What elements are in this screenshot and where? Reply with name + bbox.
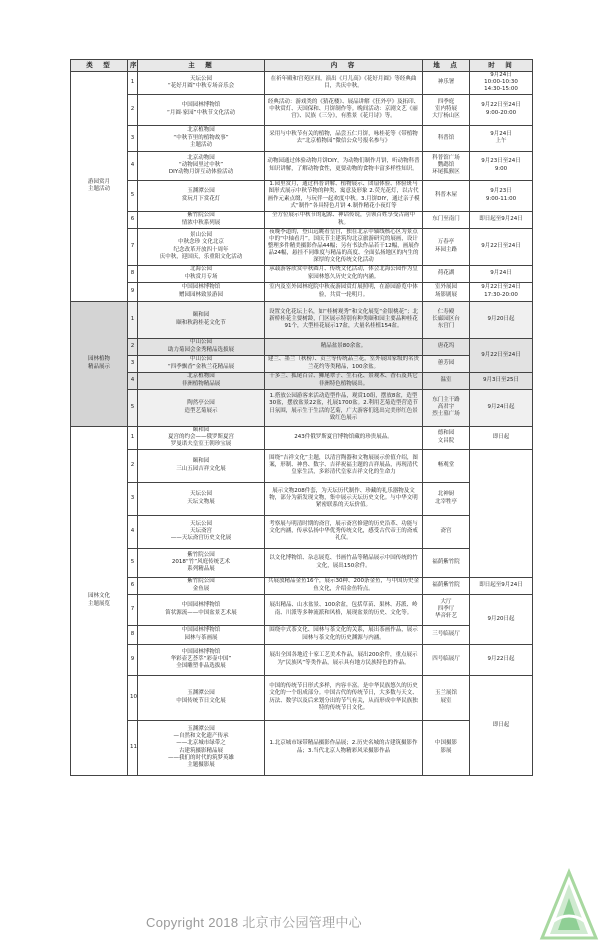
location-cell: 四号临展厅	[423, 644, 470, 675]
location-cell: 科普馆广场 鹦鹉馆 环尾狐猴区	[423, 151, 470, 180]
time-cell	[470, 449, 533, 577]
content-cell: 设置文化花坛上名，如“桂树观秀”和文化展览“金银桃花”；北新桥桂花主要树龄，门区展示特别有种类颐和园主要品种桂花91个，大型桂花展示17盆，大量名桂植154盆。	[265, 301, 423, 338]
time-cell: 9月22日至24日	[470, 228, 533, 265]
time-cell: 即日起至9月24日	[470, 577, 533, 594]
time-cell: 即日起至9月24日	[470, 211, 533, 228]
index-cell: 11	[128, 720, 138, 775]
index-cell: 5	[128, 180, 138, 211]
theme-cell: 紫竹院公园 情浓中秋系列展	[138, 211, 265, 228]
location-cell: 科普木屋	[423, 180, 470, 211]
table-row	[71, 675, 533, 720]
content-cell: 展出精品、山水盆景、100余盆，包括草苗、果林、苏派、岭南、川派等多种流派和风格，展现盆景的历史、文化等。	[265, 594, 423, 625]
header-theme: 主 题	[138, 60, 265, 72]
table-row	[71, 372, 533, 389]
content-cell: 考察展与明清时期的斋宫，展示斋宫修建的历史沿革、功能与文化内涵，传承弘扬中华优秀传统文化，感受古代帝王的斋戒礼仪。	[265, 515, 423, 548]
table-row	[71, 625, 533, 644]
table-row	[71, 265, 533, 282]
table-row	[71, 389, 533, 426]
theme-cell: 中国园林博物馆 华彩壶艺荟萃“彩壶中国” 全国雕塑非品选拔展	[138, 644, 265, 675]
time-cell: 9月22日至24日	[470, 338, 533, 372]
location-cell: 福荫紫竹院	[423, 577, 470, 594]
table-row	[71, 449, 533, 482]
time-cell: 9月22日至24日 17:30-20:00	[470, 282, 533, 301]
table-row	[71, 228, 533, 265]
theme-cell: 玉渊潭公园 —自然和文化遗产传承 ——北京城市绿带之 古建筑摄影精品展 ——我们的时代的筑梦英雄 主题摄影展	[138, 720, 265, 775]
time-cell: 9月22日至24日 9:00-20:00	[470, 94, 533, 125]
index-cell: 9	[128, 644, 138, 675]
content-cell: 承载游客欣赏中秋圆月、传统文化活动，体会北海公园作为皇家园林悠久历史文化的内涵。	[265, 265, 423, 282]
header-location: 地 点	[423, 60, 470, 72]
table-row	[71, 355, 533, 372]
theme-cell: 北京动物园 “动物园里过中秋” DIY动物月饼互动体验活动	[138, 151, 265, 180]
time-cell: 9月20日起	[470, 301, 533, 338]
content-cell: 以文化博物馆、杂志展览、书画竹品等精品展示中国传统的竹文化，展出150余件。	[265, 548, 423, 577]
theme-cell: 颐和园 夏宫的约会——俄罗斯夏宫 罗曼诺夫皇室王朝珍宝展	[138, 426, 265, 449]
content-cell: 展出全国各地近十家工艺美术作品，展出200余件，重点展示为“民族风”等类作品，展示具有地方民族特色的作品。	[265, 644, 423, 675]
index-cell: 6	[128, 577, 138, 594]
content-cell: 全方位展示中秋节的起源、神话传说，引领百姓享受古韵中秋。	[265, 211, 423, 228]
green-mountain-emblem-icon	[540, 870, 598, 940]
time-cell: 9月3日至25日	[470, 372, 533, 389]
theme-cell: 中国园林博物馆 “月圆·家园”中秋节文化活动	[138, 94, 265, 125]
index-cell: 1	[128, 72, 138, 95]
table-body	[71, 72, 533, 776]
location-cell: 科普馆	[423, 125, 470, 151]
location-cell: 福荫紫竹院	[423, 548, 470, 577]
time-cell: 9月23日至24日 9:00	[470, 151, 533, 180]
location-cell: 东门至南门	[423, 211, 470, 228]
time-cell: 9月23日 9:00-11:00	[470, 180, 533, 211]
index-cell: 9	[128, 282, 138, 301]
index-cell: 2	[128, 449, 138, 482]
index-cell: 5	[128, 389, 138, 426]
time-cell: 9月24日起	[470, 389, 533, 426]
theme-cell: 北京植物园 非洲植物精品展	[138, 372, 265, 389]
location-cell: 斋宫	[423, 515, 470, 548]
theme-cell: 中山公园 “四季飘香”金秋兰花精品展	[138, 355, 265, 372]
theme-cell: 北京植物园 “中秋节里的植物故事” 主题活动	[138, 125, 265, 151]
table-row	[71, 577, 533, 594]
activity-schedule-table	[70, 59, 533, 776]
location-cell: 温室	[423, 372, 470, 389]
theme-cell: 景山公园 中秋念珍 文化北京 纪念改革开放四十周年 庆中秋，迎国庆，乐重阳文化活动	[138, 228, 265, 265]
index-cell: 10	[128, 675, 138, 720]
theme-cell: 中国园林博物馆 赠园园林致景游园	[138, 282, 265, 301]
index-cell: 8	[128, 265, 138, 282]
location-cell: 蕙芳园	[423, 355, 470, 372]
index-cell: 3	[128, 125, 138, 151]
table-row	[71, 282, 533, 301]
header-content: 内 容	[265, 60, 423, 72]
content-cell: 建兰、墨兰（秋榜）、贡兰等传统品兰花，室外展国家级的名贵兰花约等类精品，100余盆。	[265, 355, 423, 372]
theme-cell: 紫竹院公园 金鱼展	[138, 577, 265, 594]
location-cell: 德和园 文昌院	[423, 426, 470, 449]
table-row	[71, 180, 533, 211]
header-type: 类 型	[71, 60, 128, 72]
content-cell: 室内及室外园林庭院中秋夜游园赏灯展照明，在游园游览中体验，共赏一轮明月。	[265, 282, 423, 301]
category-cell: 游园赏月 主题活动	[71, 72, 128, 302]
location-cell: 三号临展厅	[423, 625, 470, 644]
location-cell: 北神厨 北宰牲亭	[423, 482, 470, 515]
content-cell: 夜晚李道的，登山远眺看皇宫，独在北京中轴线核心区为景点中的“中轴看月”。国庆节主建筑均北京旅游研究的展画，设计整理多件精美摄影作品44幅；另有书法作品若干12幅，画展作品24幅，悬挂不同维度与精品的高度、全面弘扬地区的内生的深厚的文化传统文化活动	[265, 228, 423, 265]
index-cell: 6	[128, 211, 138, 228]
theme-cell: 天坛公园 天坛文物展	[138, 482, 265, 515]
index-cell: 1	[128, 301, 138, 338]
table-row	[71, 482, 533, 515]
location-cell: 东门主干路 高君宇 烈士墓广场	[423, 389, 470, 426]
index-cell: 1	[128, 426, 138, 449]
copyright-watermark: Copyright 2018 北京市公园管理中心	[146, 915, 362, 930]
location-cell: 中国摄影 影展	[423, 720, 470, 775]
content-cell: 展示文物208件套，为天坛历代制作、珍藏的礼乐器物及文物，部分为新发现文物，集中展示天坛历史文化。与中华文明紧密联系的天坛价值。	[265, 482, 423, 515]
index-cell: 2	[128, 94, 138, 125]
header-index: 序	[128, 60, 138, 72]
content-cell: 共展放精品金鱼16个，展示30种、200条金鱼，与中国历史金鱼文化，介绍金鱼特点。	[265, 577, 423, 594]
index-cell: 5	[128, 548, 138, 577]
index-cell: 4	[128, 151, 138, 180]
location-cell: 畅观堂	[423, 449, 470, 482]
content-cell: 经典活动：游戏类的《猜花楼》、展品讲解《狂外亭》及拓印、中秋赏灯、天国保和、月饼制作等。晚间活动：京剧文艺《丽宫》、民族《三分》，有胜景《花月诗》等。	[265, 94, 423, 125]
location-cell: 大厅 四季厅 华音轩艺	[423, 594, 470, 625]
theme-cell: 陶然亭公园 造型艺菊展示	[138, 389, 265, 426]
index-cell: 7	[128, 594, 138, 625]
content-cell: 1.北京城市绿带精品摄影作品展；2.历史名城的古建筑摄影作品；3.当代北京人物精彩风采摄影作品	[265, 720, 423, 775]
theme-cell: 玉渊潭公园 中国传统节日文化展	[138, 675, 265, 720]
table-row	[71, 125, 533, 151]
table-row	[71, 548, 533, 577]
location-cell: 玉兰展馆 展室	[423, 675, 470, 720]
time-cell: 即日起	[470, 675, 533, 775]
table-row	[71, 211, 533, 228]
time-cell: 9月24日 10:00-10:30 14:30-15:00	[470, 72, 533, 95]
theme-cell: 颐和园 颐和秋韵桂花文化节	[138, 301, 265, 338]
category-cell: 园林文化 主题展览	[71, 426, 128, 775]
theme-cell: 紫竹院公园 2018“竹”风庭传统艺术 系列精品展	[138, 548, 265, 577]
table-row	[71, 338, 533, 355]
content-cell: 1.搭放公园游客来活动造型作品，观赏10组，摆放8盆，造型30盆，摆放盆景22盆，扎展1700盆。2.利用艺菊造型营造节日氛围，展示生于生活的艺菊，广大游客们选出完美形红色景致红色展示	[265, 389, 423, 426]
location-cell: 四季庭 室内特展 大厅杨山区	[423, 94, 470, 125]
category-cell: 园林植物 精品展示	[71, 301, 128, 426]
time-cell: 9月20日起	[470, 594, 533, 644]
content-cell: 围绕中式茶文化、园林与茶文化的关系，展出茶画作品，展示园林与茶文化的历史渊源与内涵。	[265, 625, 423, 644]
theme-cell: 中国园林博物馆 笛状源流——中国盆景艺术展	[138, 594, 265, 625]
content-cell: 在祈年殿和宫苑区间，演出《月儿高》《花好月圆》等经典曲目，共庆中秋。	[265, 72, 423, 95]
time-cell: 9月24日	[470, 265, 533, 282]
index-cell: 4	[128, 515, 138, 548]
table-row	[71, 151, 533, 180]
content-cell: 动物园通过体验动物月饼DIY，为动物们制作月饼，听动物科普知识讲解，了解动物食性，更要动物的食物丰富多样性知识。	[265, 151, 423, 180]
index-cell: 4	[128, 372, 138, 389]
table-row	[71, 426, 533, 449]
theme-cell: 颐和园 三山五园吉祥文化展	[138, 449, 265, 482]
time-cell: 即日起	[470, 426, 533, 449]
time-cell: 9月22日起	[470, 644, 533, 675]
index-cell: 7	[128, 228, 138, 265]
content-cell: 1.园里赏月，通过科普讲解、植物展示、团扇体验、体验斑马图形式展示中秋节物的种类、寓意及形象 2.荧光花灯，以古代画作元素点缀，与玩伴一起欢度中秋。3.月饼DIY，通过亲子模式“制作”各具特色月饼 4.制作精花小夜灯等	[265, 180, 423, 211]
theme-cell: 玉渊潭公园 赏玩月下赏花灯	[138, 180, 265, 211]
location-cell: 仁寿殿 长廊园区台 东宫门	[423, 301, 470, 338]
content-cell: 中国的传统节日形式多样，内容丰富。是中华民族悠久的历史文化的一个组成部分。中国古代的传统节日，大多数与天文、历法、数学以及后来划分出的节气有关，从而形成中华民族独特的传统节日文化。	[265, 675, 423, 720]
table-row	[71, 720, 533, 775]
time-cell: 9月24日 上午	[470, 125, 533, 151]
content-cell: 精品盆景80余盆。	[265, 338, 423, 355]
location-cell: 万春亭 环园主路	[423, 228, 470, 265]
location-cell: 神乐署	[423, 72, 470, 95]
theme-cell: 北海公园 中秋赏月专场	[138, 265, 265, 282]
table-row	[71, 301, 533, 338]
index-cell: 3	[128, 355, 138, 372]
index-cell: 3	[128, 482, 138, 515]
content-cell: 围绕“吉祥文化”主题，以清宫陶器和文物展展示价值介绍，图案，形制、神兽、数字、吉祥祝福主题的吉祥展品，再现清代皇家生活，多彩清代皇家吉祥文化的生命力	[265, 449, 423, 482]
index-cell: 8	[128, 625, 138, 644]
table-row	[71, 94, 533, 125]
theme-cell: 天坛公园 天坛斋宫 ——天坛斋宫历史文化展	[138, 515, 265, 548]
table-row	[71, 644, 533, 675]
content-cell: 采用与中秋节有关的植物，品尝五仁月饼，咏桂花等《带植物去“北京植物园”微信公众号报名参与》	[265, 125, 423, 151]
location-cell: 荷花湖	[423, 265, 470, 282]
table-header-row	[71, 60, 533, 72]
theme-cell: 天坛公园 “花好月圆”中秋专场音乐会	[138, 72, 265, 95]
header-time: 时 间	[470, 60, 533, 72]
theme-cell: 中山公园 助力菊园会金秀精品选拔展	[138, 338, 265, 355]
location-cell: 唐花坞	[423, 338, 470, 355]
theme-cell: 中国园林博物馆 园林与茶画展	[138, 625, 265, 644]
index-cell: 2	[128, 338, 138, 355]
table-row	[71, 594, 533, 625]
location-cell: 室外展园 场影剧展	[423, 282, 470, 301]
table-row	[71, 72, 533, 95]
content-cell: 243件俄罗斯夏宫博物馆藏的珍贵展品。	[265, 426, 423, 449]
content-cell: 干多兰、狐尾百合、狮尾翠子、生石花、景观木、香石及其它非洲特色植物展出。	[265, 372, 423, 389]
table-row	[71, 515, 533, 548]
